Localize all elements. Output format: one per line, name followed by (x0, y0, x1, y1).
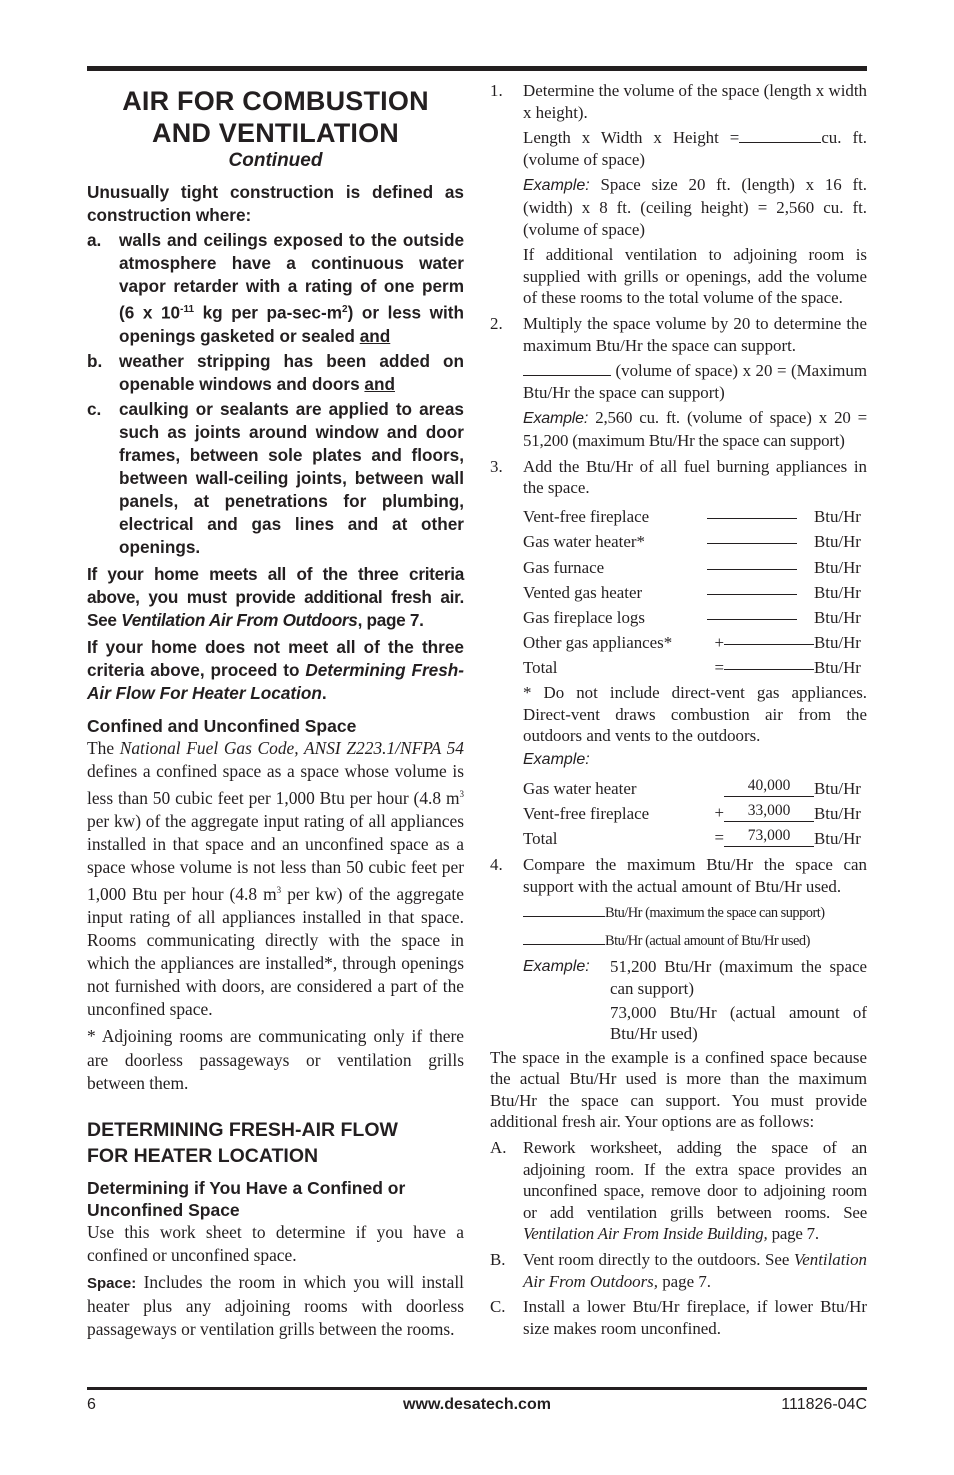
table-row: Gas fireplace logs Btu/Hr (523, 603, 867, 628)
table-row: Other gas appliances* + Btu/Hr (523, 629, 867, 654)
criteria-list (87, 229, 464, 559)
step-1: 1. Determine the volume of the space (length x width x height). Length x Width x Height = cu. ft. (volume of space) Example: Space size 20 ft. (length) x 16 ft. (width) x 8 ft. (ceiling height) = 2,560 cu. ft. (volume of space) If additional ventilation to adjoining room is supplied with grills or openings, add the volume of these rooms to the total volume of the space. (490, 81, 867, 308)
page-title (87, 85, 464, 149)
confined-check-subheading: Determining if You Have a Confined or Unconfined Space (87, 1177, 406, 1220)
top-rule (87, 66, 867, 71)
appliance-table (523, 503, 867, 679)
adjoining-note: * Adjoining rooms are communicating only if there are doorless passageways or ventilation grills between them. (87, 1026, 464, 1093)
direct-vent-footnote: * Do not include direct-vent gas appliances. Direct-vent draws combustion air from the outdoors and vents to the outdoors. (523, 683, 867, 746)
table-row: Total = 73,000 Btu/Hr (523, 826, 861, 849)
not-meets-criteria-paragraph: If your home does not meet all of the three criteria above, proceed to Determining Fresh-Air Flow For Heater Location. (87, 636, 464, 703)
confined-definition: The National Fuel Gas Code, ANSI Z223.1/NFPA 54 defines a confined space as a space whose volume is less than 50 cubic feet per 1,000 Btu per hour (4.8 $m^3$ per kw) of the aggregate input rating of all appliances installed in that space and an unconfined space as a space whose volume is not less than 50 cubic feet per 1,000 Btu per hour (4.8 $m^3$ per kw) of the aggregate input rating of all appliances installed in that space. Rooms communicating directly with the space in which the appliances are installed*, through openings not furnished with doors, are considered a part of the unconfined space. (87, 737, 464, 1020)
options-list (490, 1137, 867, 1339)
compare-line-1: Btu/Hr (maximum the space can support) (523, 901, 867, 925)
option-c: C. Install a lower Btu/Hr fireplace, if lower Btu/Hr size makes room unconfined. (490, 1297, 867, 1338)
right-column (490, 80, 867, 1339)
option-a: A. Rework worksheet, adding the space of an adjoining room. If the extra space provides an unconfined space, remove door to adjoining room or add ventilation grills between rooms. See Ventilation Air From Inside Building, page 7. (490, 1138, 867, 1244)
step-1-note: If additional ventilation to adjoining room is supplied with grills or openings, add the volume of these rooms to the total volume of the space. (523, 245, 867, 308)
worksheet-intro: Use this work sheet to determine if you have a confined or unconfined space. (87, 1221, 464, 1265)
example-table (523, 774, 867, 850)
title-line-2: AND VENTILATION (152, 118, 399, 148)
page-subtitle: Continued (228, 150, 323, 171)
document-code: 111826-04C (781, 1396, 867, 1413)
criteria-item-b: b. weather stripping has been added on openable windows and doors and (87, 350, 464, 394)
table-row: Gas water heater 40,000 Btu/Hr (523, 776, 861, 798)
table-row: Gas water heater* Btu/Hr (523, 528, 867, 553)
step-4: 4. Compare the maximum Btu/Hr the space can support with the actual amount of Btu/Hr used. Btu/Hr (maximum the space can support) Btu/Hr (actual amount of Btu/Hr used) Example: 51,200 Btu/Hr (maximum the space can support) 73,000 Btu/Hr (actual amount of Btu/Hr used) (490, 854, 867, 1044)
step-1-formula: Length x Width x Height = cu. ft. (volume of space) (523, 128, 867, 169)
step-1-example: Example: Space size 20 ft. (length) x 16 ft. (width) x 8 ft. (ceiling height) = 2,560 cu. ft. (volume of space) (523, 175, 867, 239)
step-3-example-label: Example: (523, 750, 590, 768)
compare-line-2: Btu/Hr (actual amount of Btu/Hr used) (523, 929, 867, 953)
step-2-formula: (volume of space) x 20 = (Maximum Btu/Hr the space can support) (523, 361, 867, 402)
table-row: Vented gas heater Btu/Hr (523, 578, 867, 603)
criteria-item-c: c. caulking or sealants are applied to areas such as joints around window and door frames, between sole plates and floors, between wall-ceiling joints, between wall panels, at penetrations for plumbing, electrical and gas lines and at other openings. (87, 398, 464, 557)
table-row: Vent-free fireplace Btu/Hr (523, 503, 867, 528)
criteria-item-a: a. walls and ceilings exposed to the outside atmosphere have a continuous water vapor retarder with a rating of one perm (6 x $10^{-11}$ kg per $pa-\sec-m^2$) or less with openings gasketed or sealed and (87, 230, 465, 346)
confined-heading: Confined and Unconfined Space (87, 715, 357, 736)
footer-url: www.desatech.com (403, 1396, 551, 1413)
conclusion-paragraph: The space in the example is a confined space because the actual Btu/Hr used is more than the maximum Btu/Hr the space can support. You must provide additional fresh air. Your options are as follows: (490, 1047, 867, 1132)
step-2: 2. Multiply the space volume by 20 to determine the maximum Btu/Hr the space can support. (volume of space) x 20 = (Maximum Btu/Hr the space can support) Example: 2,560 cu. ft. (volume of space) x 20 = 51,200 (maximum Btu/Hr the space can support) (490, 313, 867, 450)
option-b: B. Vent room directly to the outdoors. See Ventilation Air From Outdoors, page 7. (490, 1250, 867, 1291)
left-column (87, 80, 464, 1341)
determining-heading: DETERMINING FRESH-AIR FLOW FOR HEATER LOCATION (87, 1118, 398, 1167)
title-line-1: AIR FOR COMBUSTION (122, 86, 429, 116)
table-row: Vent-free fireplace + 33,000 Btu/Hr (523, 801, 861, 824)
space-definition: Space: Includes the room in which you will install heater plus any adjoining rooms with doorless passageways or ventilation grills between the rooms. (87, 1271, 464, 1340)
tight-construction-intro: Unusually tight construction is defined as construction where: (87, 182, 464, 225)
page-number: 6 (87, 1396, 96, 1413)
table-row: Total = Btu/Hr (523, 654, 867, 679)
meets-criteria-paragraph: If your home meets all of the three criteria above, you must provide additional fresh air. See Ventilation Air From Outdoors, page 7. (87, 563, 464, 630)
step-3: 3. Add the Btu/Hr of all fuel burning appliances in the space. Vent-free fireplace Btu/Hr Gas water heater* Btu/Hr Gas furnace Btu/Hr Vented gas heater Btu/Hr Gas fireplace logs Btu/Hr Other gas appliances* + Btu/Hr Total = Btu/Hr * Do not include direct-vent gas appliances. Direct-vent draws combustion air from the outdoors and vents to the outdoors. Example: Gas water heater 40,000 Btu/Hr Vent-free fireplace + 33,000 Btu/Hr Total = 73,000 Btu/Hr (490, 456, 867, 849)
step-4-example: Example: 51,200 Btu/Hr (maximum the space can support) (523, 957, 867, 998)
bottom-rule (87, 1387, 867, 1390)
table-row: Gas furnace Btu/Hr (523, 553, 867, 578)
step-2-example: Example: 2,560 cu. ft. (volume of space) x 20 = 51,200 (maximum Btu/Hr the space can support) (523, 408, 867, 450)
